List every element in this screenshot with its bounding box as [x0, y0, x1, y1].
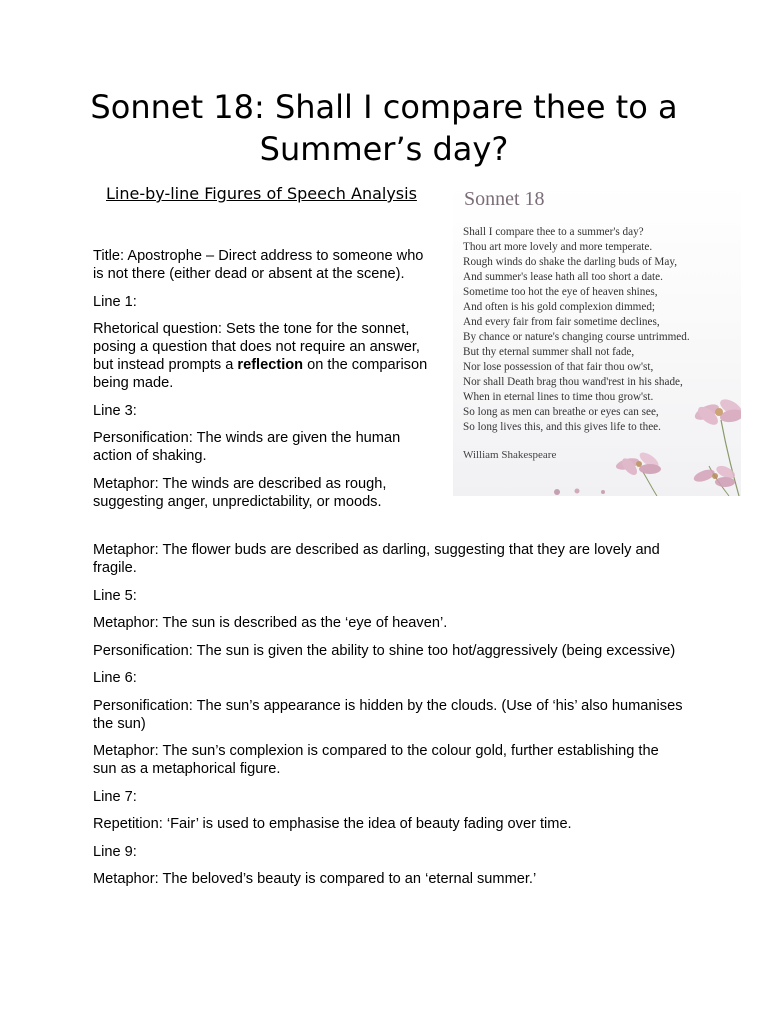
line-heading-9: Line 9:	[93, 843, 137, 860]
reflection-bold: reflection	[237, 357, 304, 373]
personification-clouds-note: Personification: The sun’s appearance is hidden by the clouds. (Use of ‘his’ also humanises the sun)	[93, 697, 683, 732]
poem-line: But thy eternal summer shall not fade,	[463, 346, 635, 358]
poem-line: When in eternal lines to time thou grow'st.	[463, 391, 654, 403]
poem-line: And summer's lease hath all too short a date.	[463, 271, 663, 283]
repetition-fair-note: Repetition: ‘Fair’ is used to emphasise the idea of beauty fading over time.	[93, 816, 572, 832]
title-note: Title: Apostrophe – Direct address to someone who is not there (either dead or absent at the scene).	[93, 248, 424, 282]
metaphor-buds-note: Metaphor: The flower buds are described as darling, suggesting that they are lovely and fragile.	[93, 542, 660, 576]
poem-line: Sometime too hot the eye of heaven shines,	[463, 286, 658, 298]
line-heading-7: Line 7:	[93, 788, 137, 805]
metaphor-winds-note: Metaphor: The winds are described as rough, suggesting anger, unpredictability, or moods.	[93, 475, 387, 510]
sonnet-poem	[463, 225, 739, 435]
poem-line: Shall I compare thee to a summer's day?	[463, 226, 644, 238]
poem-line: Nor shall Death brag thou wand'rest in his shade,	[463, 376, 683, 388]
sonnet-heading: Sonnet 18	[464, 188, 545, 210]
poem-line: And every fair from fair sometime declines,	[463, 316, 660, 328]
line-heading-3: Line 3:	[93, 402, 137, 419]
poem-line: Nor lose possession of that fair thou ow'st,	[463, 361, 654, 373]
poem-line: So long lives this, and this gives life to thee.	[463, 421, 661, 433]
line-heading-1: Line 1:	[93, 293, 137, 310]
rhetorical-text-end: on the comparison being made.	[93, 357, 428, 391]
metaphor-gold-note: Metaphor: The sun’s complexion is compared to the colour gold, further establishing the sun as a metaphorical figure.	[93, 743, 659, 777]
metaphor-summer-note: Metaphor: The beloved’s beauty is compared to an ‘eternal summer.’	[93, 871, 537, 887]
sonnet-image	[453, 184, 741, 496]
rhetorical-text: Rhetorical question: Sets the tone for the sonnet, posing a question that does not require an answer, but instead prompts a	[93, 321, 420, 373]
analysis-column	[93, 247, 433, 520]
metaphor-sun-note: Metaphor: The sun is described as the ‘eye of heaven’.	[93, 615, 448, 631]
poem-line: And often is his gold complexion dimmed;	[463, 301, 656, 313]
poem-line: Rough winds do shake the darling buds of May,	[463, 256, 677, 268]
analysis-subtitle: Line-by-line Figures of Speech Analysis	[106, 184, 417, 203]
page-title: Sonnet 18: Shall I compare thee to a Summer’s day?	[90, 88, 678, 168]
rhetorical-question-note	[93, 320, 433, 392]
analysis-continued	[93, 541, 683, 898]
poem-line: By chance or nature's changing course untrimmed.	[463, 331, 690, 343]
poem-author: William Shakespeare	[463, 449, 557, 461]
personification-sun-note: Personification: The sun is given the ability to shine too hot/aggressively (being excessive)	[93, 642, 676, 659]
line-heading-5: Line 5:	[93, 587, 137, 604]
poem-line: So long as men can breathe or eyes can see,	[463, 406, 659, 418]
line-heading-6: Line 6:	[93, 670, 137, 686]
personification-winds-note: Personification: The winds are given the human action of shaking.	[93, 430, 401, 464]
poem-line: Thou art more lovely and more temperate.	[463, 241, 653, 253]
